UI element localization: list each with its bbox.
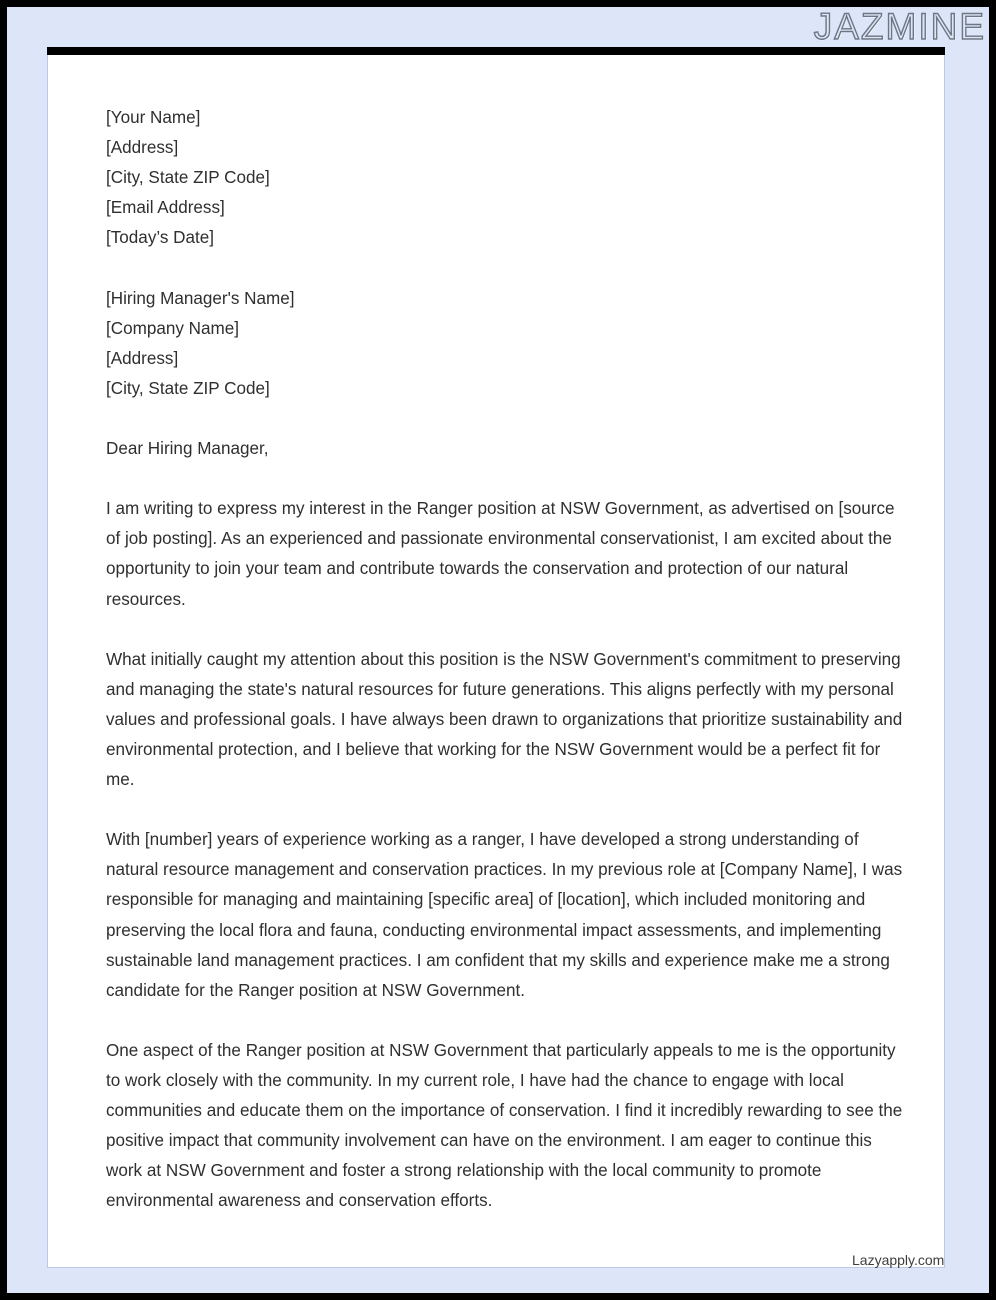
lazyapply-watermark: Lazyapply.com — [852, 1252, 945, 1268]
body-paragraph-1: I am writing to express my interest in the Ranger position at NSW Government, as advertised on [source of job posting]. As an experienced and passionate environmental conservationist, I am excited about the opportunity to join your team and contribute towards the conservation and protection of our natural resources. — [106, 499, 895, 609]
sender-name: [Your Name] — [106, 108, 201, 127]
page-top-rule — [47, 47, 945, 55]
document-canvas — [7, 7, 989, 1293]
letter-body — [106, 103, 906, 1216]
recipient-city-state-zip: [City, State ZIP Code] — [106, 378, 270, 398]
document-header — [7, 7, 989, 47]
sender-address-block — [106, 103, 906, 253]
body-paragraph-2: What initially caught my attention about this position is the NSW Government's commitment to preserving and managing the state's natural resources for future generations. This aligns perfectly with my personal values and professional goals. I have always been drawn to organizations that prioritize sustainability and environmental protection, and I believe that working for the NSW Government would be a perfect fit for me. — [106, 649, 903, 790]
recipient-company-name: [Company Name] — [106, 318, 240, 338]
sender-date: [Today’s Date] — [106, 228, 215, 248]
recipient-address-block — [106, 284, 906, 404]
header-name-title: JAZMINE — [813, 7, 986, 47]
salutation: Dear Hiring Manager, — [106, 439, 269, 459]
recipient-manager-name: [Hiring Manager's Name] — [106, 288, 295, 308]
sender-email: [Email Address] — [106, 198, 225, 218]
sender-city-state-zip: [City, State ZIP Code] — [106, 168, 270, 188]
body-paragraph-4: One aspect of the Ranger position at NSW Government that particularly appeals to me is the opportunity to work closely with the community. In my current role, I have had the chance to engage with local communities and educate them on the importance of conservation. I find it incredibly rewarding to see the positive impact that community involvement can have on the environment. I am eager to continue this work at NSW Government and foster a strong relationship with the local community to promote environmental awareness and conservation efforts. — [106, 1040, 903, 1211]
recipient-address: [Address] — [106, 348, 179, 368]
body-paragraph-3: With [number] years of experience working as a ranger, I have developed a strong understanding of natural resource management and conservation practices. In my previous role at [Company Name], I was responsible for managing and maintaining [specific area] of [location], which included monitoring and preserving the local flora and fauna, conducting environmental impact assessments, and implementing sustainable land management practices. I am confident that my skills and experience make me a strong candidate for the Ranger position at NSW Government. — [106, 830, 903, 1000]
sender-address: [Address] — [106, 138, 179, 158]
